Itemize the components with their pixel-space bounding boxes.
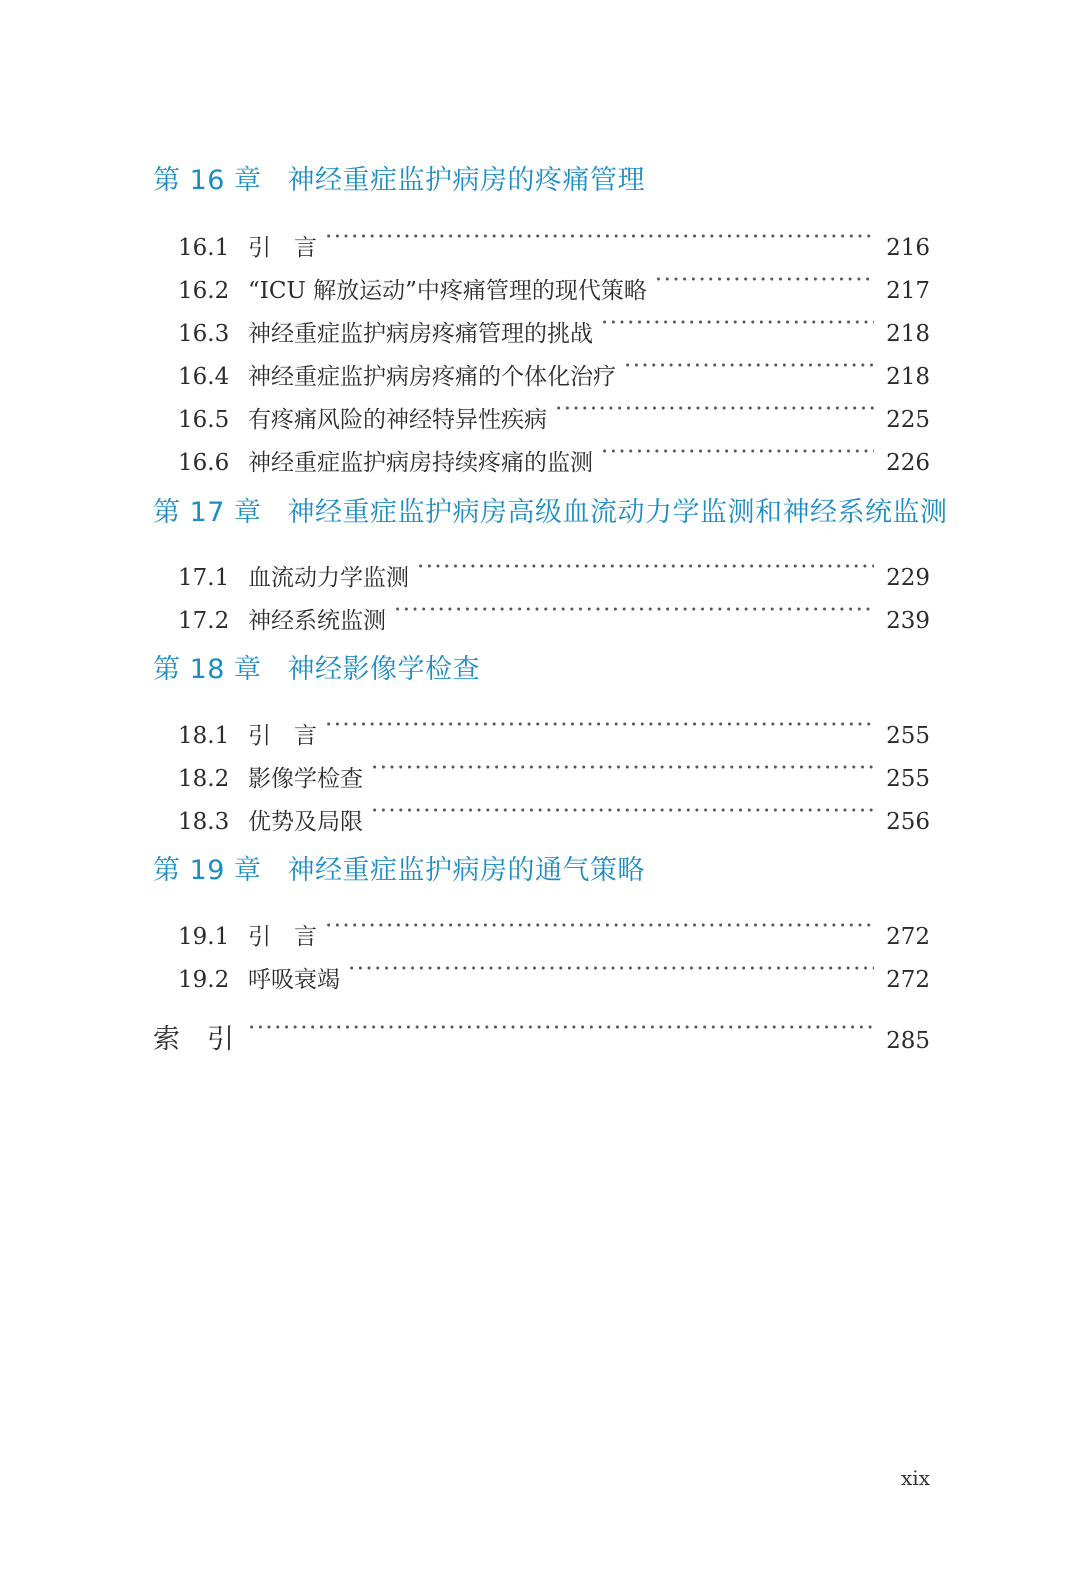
section-page: 272 [886, 924, 930, 950]
chapter-number: 第 18 章 [153, 654, 262, 685]
toc-entry-17-1[interactable] [178, 549, 930, 591]
dot-leader [417, 549, 874, 585]
section-number: 16.3 [178, 321, 230, 347]
toc-entry-19-1[interactable] [178, 908, 930, 950]
dot-leader [325, 908, 874, 944]
section-page: 255 [886, 723, 930, 749]
toc-entry-17-2[interactable] [178, 592, 930, 634]
section-number: 16.1 [178, 235, 230, 261]
toc-entry-16-6[interactable] [178, 434, 930, 476]
index-title: 索 引 [153, 1024, 234, 1055]
toc-entry-16-3[interactable] [178, 305, 930, 347]
section-number: 17.1 [178, 565, 230, 591]
section-number: 16.4 [178, 364, 230, 390]
section-title: 血流动力学监测 [248, 565, 409, 591]
section-page: 225 [886, 407, 930, 433]
section-title: 神经重症监护病房疼痛的个体化治疗 [248, 364, 616, 390]
section-number: 18.1 [178, 723, 230, 749]
section-number: 16.2 [178, 278, 230, 304]
toc-entry-16-2[interactable] [178, 262, 930, 304]
toc-entry-19-2[interactable] [178, 951, 930, 993]
section-number: 18.3 [178, 809, 230, 835]
dot-leader [555, 391, 874, 427]
section-title: “ICU 解放运动”中疼痛管理的现代策略 [248, 278, 647, 304]
chapter-number: 第 16 章 [153, 165, 262, 196]
dot-leader [624, 348, 874, 384]
section-title: 神经重症监护病房疼痛管理的挑战 [248, 321, 593, 347]
section-number: 16.5 [178, 407, 230, 433]
toc-entry-18-2[interactable] [178, 750, 930, 792]
dot-leader [325, 707, 874, 743]
dot-leader [394, 592, 874, 628]
toc-entry-16-1[interactable] [178, 219, 930, 261]
dot-leader [371, 750, 874, 786]
section-title: 神经系统监测 [248, 608, 386, 634]
section-title: 优势及局限 [248, 809, 363, 835]
dot-leader [348, 951, 874, 987]
toc-entry-16-4[interactable] [178, 348, 930, 390]
dot-leader [248, 1008, 874, 1048]
chapter-number: 第 17 章 [153, 497, 262, 528]
chapter-title: 神经重症监护病房的通气策略 [287, 855, 646, 886]
section-page: 239 [886, 608, 930, 634]
section-page: 217 [886, 278, 930, 304]
section-page: 272 [886, 967, 930, 993]
toc-entry-16-5[interactable] [178, 391, 930, 433]
dot-leader [655, 262, 874, 298]
section-title: 有疼痛风险的神经特异性疾病 [248, 407, 547, 433]
section-page: 256 [886, 809, 930, 835]
toc-entry-18-1[interactable] [178, 707, 930, 749]
section-page: 226 [886, 450, 930, 476]
section-number: 17.2 [178, 608, 230, 634]
section-title: 呼吸衰竭 [248, 967, 340, 993]
chapter-18-heading[interactable] [153, 650, 933, 690]
section-page: 229 [886, 565, 930, 591]
section-title: 影像学检查 [248, 766, 363, 792]
chapter-17-heading[interactable] [153, 493, 948, 533]
page-number: xix [901, 1466, 930, 1490]
toc-entry-index[interactable] [153, 1008, 930, 1055]
chapter-title: 神经影像学检查 [287, 654, 481, 685]
section-title: 引 言 [248, 723, 317, 749]
index-page: 285 [886, 1028, 930, 1054]
section-page: 255 [886, 766, 930, 792]
section-number: 18.2 [178, 766, 230, 792]
section-title: 神经重症监护病房持续疼痛的监测 [248, 450, 593, 476]
section-title: 引 言 [248, 235, 317, 261]
dot-leader [601, 305, 874, 341]
dot-leader [601, 434, 874, 470]
chapter-16-heading[interactable] [153, 161, 933, 201]
dot-leader [371, 793, 874, 829]
toc-entry-18-3[interactable] [178, 793, 930, 835]
section-number: 16.6 [178, 450, 230, 476]
section-number: 19.2 [178, 967, 230, 993]
chapter-number: 第 19 章 [153, 855, 262, 886]
chapter-title: 神经重症监护病房的疼痛管理 [287, 165, 646, 196]
section-number: 19.1 [178, 924, 230, 950]
section-page: 216 [886, 235, 930, 261]
section-page: 218 [886, 321, 930, 347]
dot-leader [325, 219, 874, 255]
section-page: 218 [886, 364, 930, 390]
chapter-19-heading[interactable] [153, 851, 933, 891]
section-title: 引 言 [248, 924, 317, 950]
chapter-title: 神经重症监护病房高级血流动力学监测和神经系统监测 [287, 497, 948, 528]
